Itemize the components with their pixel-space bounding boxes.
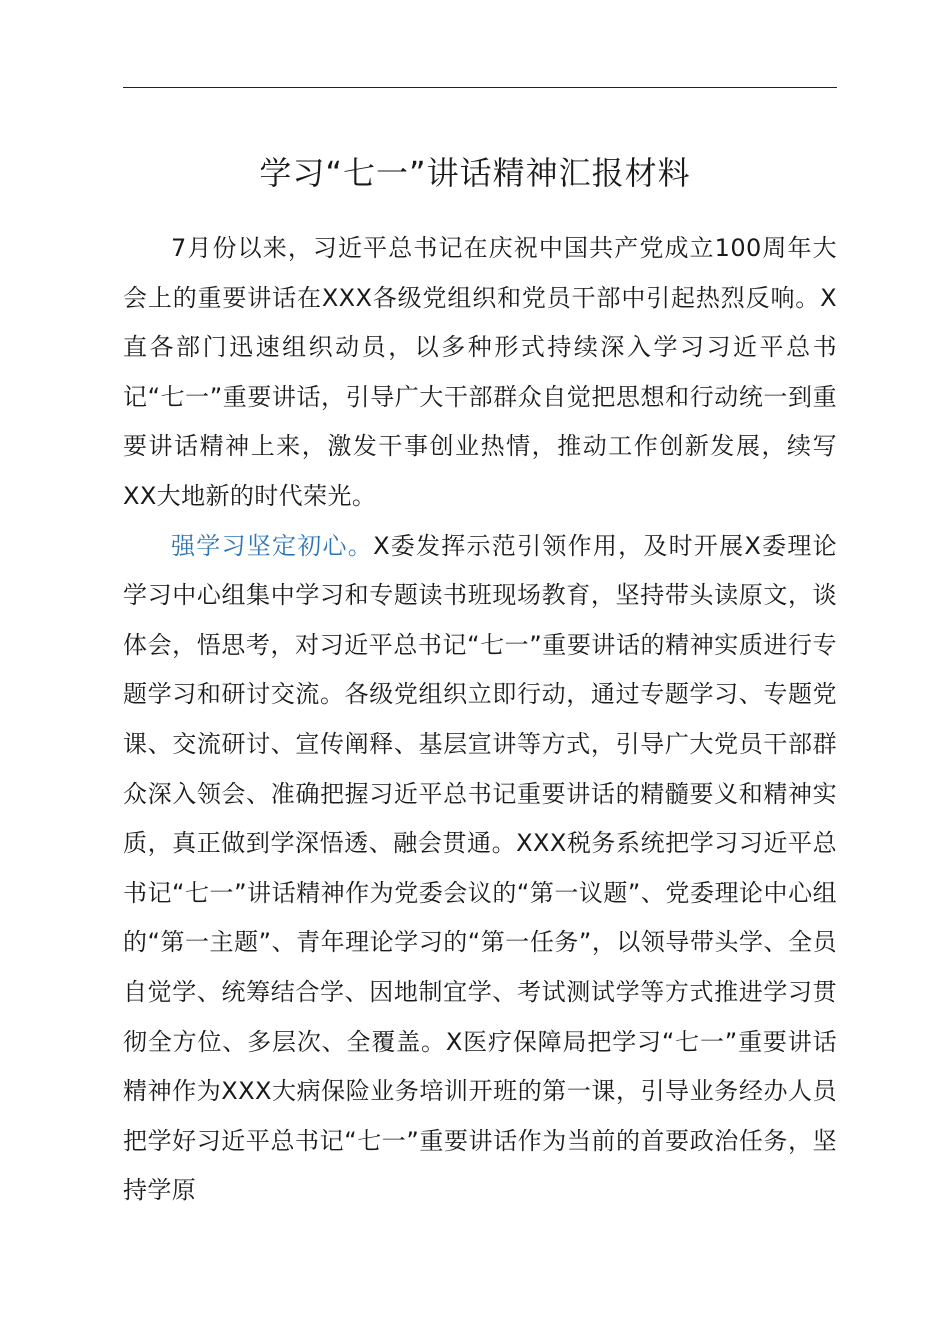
header-rule [123, 87, 837, 88]
paragraph-study-text: X委发挥示范引领作用，及时开展X委理论学习中心组集中学习和专题读书班现场教育，坚持带头读原文，谈体会，悟思考，对习近平总书记“七一”重要讲话的精神实质进行专题学习和研讨交流。各级党组织立即行动，通过专题学习、专题党课、交流研讨、宣传阐释、基层宣讲等方式，引导广大党员干部群众深入领会、准确把握习近平总书记重要讲话的精髓要义和精神实质，真正做到学深悟透、融会贯通。XXX税务系统把学习习近平总书记“七一”讲话精神作为党委会议的“第一议题”、党委理论中心组的“第一主题”、青年理论学习的“第一任务”，以领导带头学、全员自觉学、统筹结合学、因地制宜学、考试测试学等方式推进学习贯彻全方位、多层次、全覆盖。X医疗保障局把学习“七一”重要讲话精神作为XXX大病保险业务培训开班的第一课，引导业务经办人员把学好习近平总书记“七一”重要讲话作为当前的首要政治任务，坚持学原 [123, 531, 838, 1205]
document-body [123, 224, 837, 1216]
paragraph-study [123, 522, 837, 1216]
paragraph-intro: 7月份以来，习近平总书记在庆祝中国共产党成立100周年大会上的重要讲话在XXX各级党组织和党员干部中引起热烈反响。X直各部门迅速组织动员，以多种形式持续深入学习习近平总书记“七一”重要讲话，引导广大干部群众自觉把思想和行动统一到重要讲话精神上来，激发干事创业热情，推动工作创新发展，续写XX大地新的时代荣光。 [123, 234, 837, 510]
paragraph-lead-heading: 强学习坚定初心。 [171, 531, 374, 560]
document-title: 学习“七一”讲话精神汇报材料 [259, 154, 691, 192]
